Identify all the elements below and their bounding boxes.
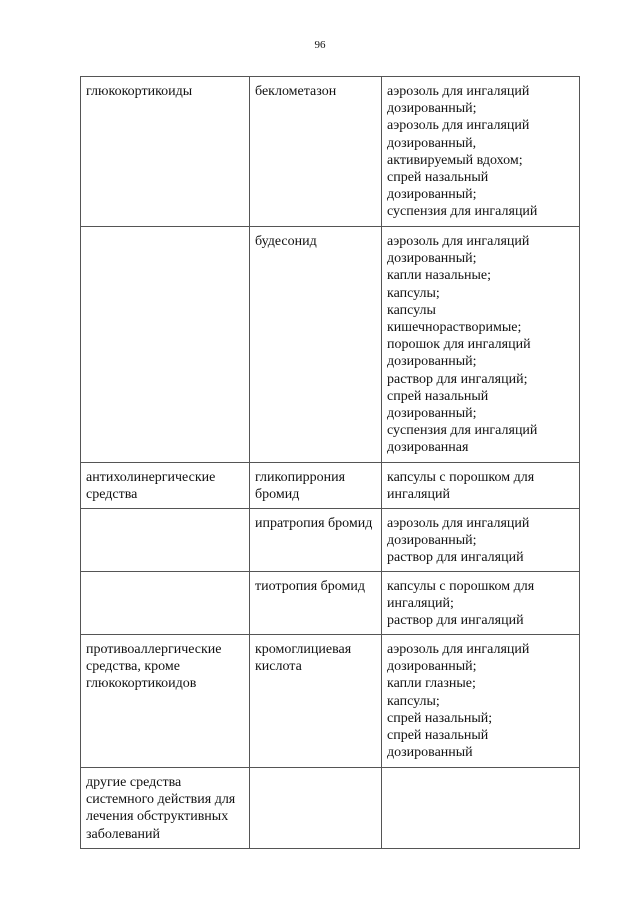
dosage-form-line: дозированный; (387, 533, 477, 549)
drug-cell: тиотропия бромид (250, 572, 382, 635)
dosage-form-line: раствор для ингаляций (387, 550, 524, 566)
dosage-form-line: аэрозоль для ингаляций (387, 234, 530, 249)
drug-table (80, 76, 580, 849)
dosage-form-line: порошок для ингаляций (387, 337, 531, 353)
dosage-form-line: дозированный, (387, 135, 477, 151)
dosage-form-line: дозированный; (387, 101, 477, 117)
dosage-form-line: ингаляций (387, 487, 450, 503)
dosage-forms-cell (382, 635, 580, 768)
table-row (81, 77, 580, 227)
dosage-form-line: аэрозоль для ингаляций (387, 118, 530, 134)
drug-cell: ипратропия бромид (250, 509, 382, 572)
dosage-form-line: аэрозоль для ингаляций (387, 84, 530, 99)
group-cell (81, 227, 250, 463)
dosage-form-line: спрей назальный; (387, 710, 493, 726)
table-row (81, 227, 580, 463)
dosage-form-line: дозированный; (387, 659, 477, 675)
drug-cell: беклометазон (250, 77, 382, 227)
dosage-form-line: дозированная (387, 440, 469, 456)
dosage-form-line: капсулы с порошком для (387, 470, 535, 485)
group-cell: антихолинергические средства (81, 463, 250, 509)
dosage-form-line: ингаляций; (387, 596, 454, 612)
dosage-form-line: спрей назальный (387, 170, 489, 186)
table-row (81, 463, 580, 509)
dosage-forms-cell (382, 572, 580, 635)
dosage-form-line: капсулы с порошком для (387, 579, 535, 594)
dosage-forms-cell (382, 227, 580, 463)
dosage-forms-cell (382, 509, 580, 572)
dosage-form-line: спрей назальный (387, 388, 489, 404)
dosage-form-line: суспензия для ингаляций (387, 204, 538, 220)
dosage-form-line: капсулы; (387, 693, 440, 709)
drug-cell (250, 768, 382, 849)
dosage-forms-cell (382, 463, 580, 509)
table-row (81, 509, 580, 572)
drug-cell: гликопиррония бромид (250, 463, 382, 509)
table-row (81, 768, 580, 849)
table-row (81, 635, 580, 768)
dosage-form-line: капли глазные; (387, 676, 476, 692)
dosage-form-line: дозированный; (387, 251, 477, 267)
group-cell: глюкокортикоиды (81, 77, 250, 227)
dosage-forms-cell (382, 77, 580, 227)
dosage-forms-cell (382, 768, 580, 849)
dosage-form-line: капсулы; (387, 285, 440, 301)
dosage-form-line: капли назальные; (387, 268, 492, 284)
group-cell (81, 572, 250, 635)
group-cell (81, 509, 250, 572)
dosage-form-line: капсулы (387, 302, 436, 318)
group-cell: противоаллергические средства, кроме глюкокортикоидов (81, 635, 250, 768)
drug-cell: будесонид (250, 227, 382, 463)
dosage-form-line: дозированный; (387, 354, 477, 370)
page-number: 96 (314, 39, 326, 51)
dosage-form-line: аэрозоль для ингаляций (387, 516, 530, 531)
drug-cell: кромоглициевая кислота (250, 635, 382, 768)
dosage-form-line: раствор для ингаляций; (387, 371, 528, 387)
dosage-form-line: активируемый вдохом; (387, 152, 523, 168)
dosage-form-line: дозированный; (387, 406, 477, 422)
table-row (81, 572, 580, 635)
dosage-form-line: кишечнорастворимые; (387, 320, 522, 336)
dosage-form-line: дозированный (387, 745, 473, 761)
dosage-form-line: спрей назальный (387, 728, 489, 744)
dosage-form-line: раствор для ингаляций (387, 613, 524, 629)
group-cell: другие средства системного действия для лечения обструктивных заболеваний (81, 768, 250, 849)
dosage-form-line: дозированный; (387, 187, 477, 203)
dosage-form-line: суспензия для ингаляций (387, 423, 538, 439)
dosage-form-line: аэрозоль для ингаляций (387, 642, 530, 657)
